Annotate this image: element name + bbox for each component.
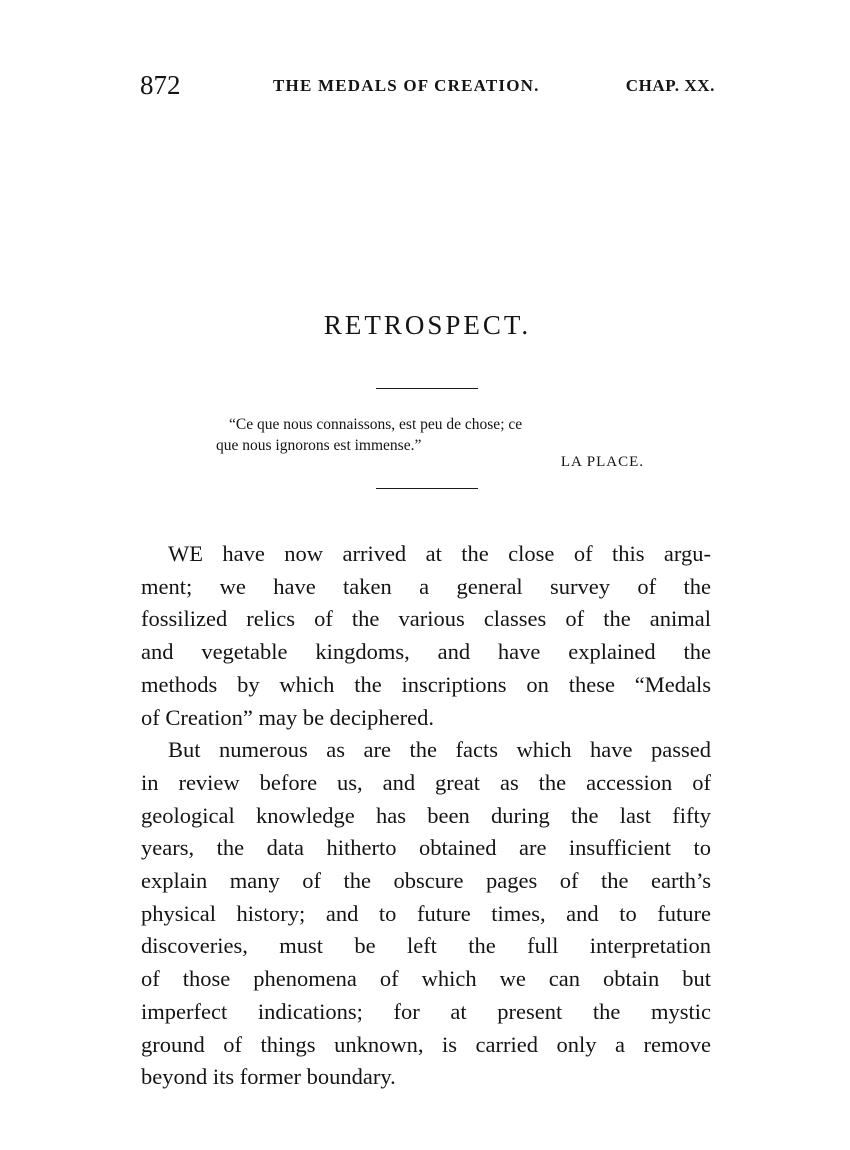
text-line: beyond its former boundary. <box>141 1064 396 1090</box>
text-line: ground of things unknown, is carried only a remove <box>141 1031 711 1057</box>
text-line: and vegetable kingdoms, and have explained the <box>141 639 711 665</box>
text-line: years, the data hitherto obtained are insufficient to <box>141 835 711 861</box>
text-line: methods by which the inscriptions on these “Medals <box>141 671 711 697</box>
text-line: of those phenomena of which we can obtain but <box>141 966 711 992</box>
text-line: discoveries, must be left the full interpretation <box>141 933 711 959</box>
body-text <box>141 538 711 1094</box>
page-number: 872 <box>140 70 181 100</box>
rule-divider-top <box>376 388 478 389</box>
epigraph <box>216 414 646 456</box>
paragraph <box>141 538 711 734</box>
epigraph-attribution: LA PLACE. <box>560 454 644 470</box>
section-heading: RETROSPECT. <box>323 310 532 340</box>
text-line: fossilized relics of the various classes of the animal <box>141 606 711 632</box>
epigraph-line: “Ce que nous connaissons, est peu de chose; ce <box>229 416 523 433</box>
text-line: explain many of the obscure pages of the earth’s <box>141 868 711 894</box>
text-line: imperfect indications; for at present the mystic <box>141 998 711 1024</box>
paragraph <box>141 734 711 1094</box>
epigraph-line: que nous ignorons est immense.” <box>216 437 422 454</box>
text-line: physical history; and to future times, and to future <box>141 900 711 926</box>
rule-divider-bottom <box>376 488 478 489</box>
text-line: WE have now arrived at the close of this argu- <box>168 541 711 566</box>
running-head <box>140 70 715 104</box>
text-line: geological knowledge has been during the last fifty <box>141 802 711 828</box>
text-line: But numerous as are the facts which have passed <box>168 737 711 763</box>
text-line: in review before us, and great as the accession of <box>141 769 711 795</box>
text-line: of Creation” may be deciphered. <box>141 704 434 730</box>
text-line: ment; we have taken a general survey of the <box>141 573 711 599</box>
chapter-label: CHAP. XX. <box>625 76 715 95</box>
running-title: THE MEDALS OF CREATION. <box>273 76 540 95</box>
